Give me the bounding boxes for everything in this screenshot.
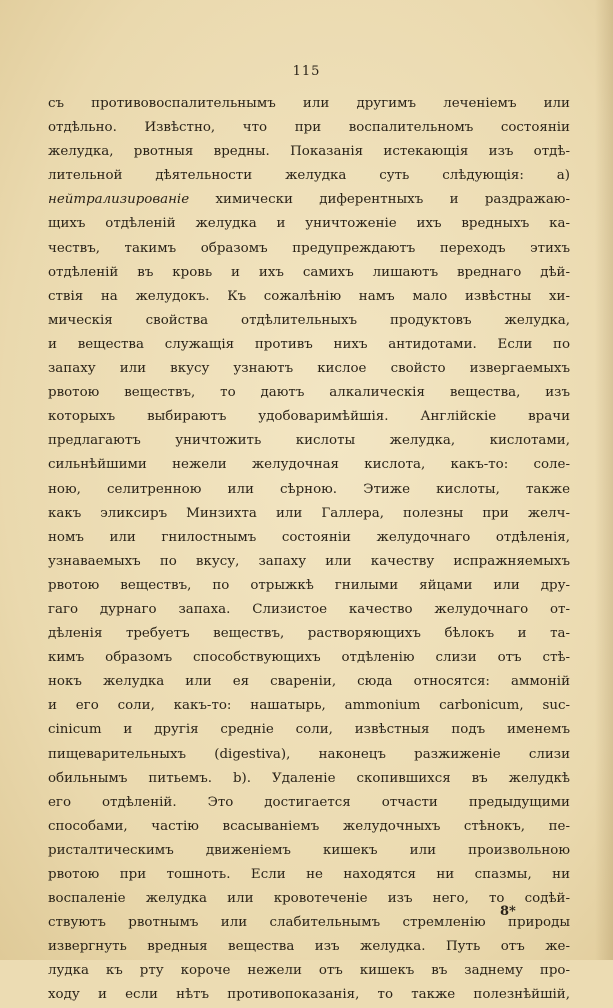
text-line: способами, частію всасываніемъ желудочныхъ стѣнокъ, пе-: [48, 818, 570, 834]
page-edge-shadow: [595, 0, 613, 960]
text-line: ходу и если нѣтъ противопоказанія, то также полезнѣйшій,: [48, 987, 570, 1003]
text-line: сильнѣйшими нежели желудочная кислота, какъ-то: соле-: [48, 457, 570, 473]
text-line: и вещества служащія противъ нихъ антидотами. Если по: [48, 336, 570, 352]
text-line: щихъ отдѣленій желудка и уничтоженіе ихъ вредныхъ ка-: [48, 216, 570, 232]
text-line: гаго дурнаго запаха. Слизистое качество желудочнаго от-: [48, 601, 570, 617]
text-line: нейтрализированіе химически диферентныхъ и раздражаю-: [48, 192, 570, 208]
text-line: съ противовоспалительнымъ или другимъ леченіемъ или: [48, 96, 570, 111]
text-line: ною, селитренною или сѣрною. Этиже кислоты, также: [48, 481, 570, 497]
text-line: запаху или вкусу узнаютъ кислое свойсто извергаемыхъ: [48, 361, 570, 377]
body-text: [48, 92, 570, 1008]
text-line: которыхъ выбираютъ удобоваримѣйшія. Англійскіе врачи: [48, 409, 570, 425]
text-line: пищеварительныхъ (digestiva), наконецъ разжиженіе слизи: [48, 746, 570, 762]
text-line: отдѣленій въ кровь и ихъ самихъ лишаютъ вреднаго дѣй-: [48, 264, 570, 280]
signature-mark: 8*: [500, 904, 516, 919]
text-line: узнаваемыхъ по вкусу, запаху или качеству испражняемыхъ: [48, 553, 570, 569]
text-line: обильнымъ питьемъ. b). Удаленіе скопившихся въ желудкѣ: [48, 770, 570, 786]
text-line: лудка къ рту короче нежели отъ кишекъ въ заднему про-: [48, 963, 570, 979]
text-line: предлагаютъ уничтожить кислоты желудка, кислотами,: [48, 433, 570, 449]
text-line: отдѣльно. Извѣстно, что при воспалительномъ состояніи: [48, 120, 570, 136]
text-line: чествъ, такимъ образомъ предупреждаютъ переходъ этихъ: [48, 240, 570, 256]
text-line: и его соли, какъ-то: нашатырь, ammonium carbonicum, suc-: [48, 698, 570, 714]
text-line: ствуютъ рвотнымъ или слабительнымъ стремленію природы: [48, 915, 570, 931]
text-line: его отдѣленій. Это достигается отчасти предыдущими: [48, 794, 570, 810]
text-line: рвотою при тошноть. Если не находятся ни спазмы, ни: [48, 867, 570, 882]
emphasized-term: нейтрализированіе: [48, 192, 190, 208]
text-line: рвотою веществъ, то даютъ алкалическія вещества, изъ: [48, 385, 570, 401]
text-line: воспаленіе желудка или кровотеченіе изъ него, то содѣй-: [48, 891, 570, 907]
text-line: извергнуть вредныя вещества изъ желудка. Путь отъ же-: [48, 939, 570, 955]
text-line: рвотою веществъ, по отрыжкѣ гнилыми яйцами или дру-: [48, 577, 570, 593]
text-line: лительной дѣятельности желудка суть слѣдующія: а): [48, 168, 570, 184]
text-line: номъ или гнилостнымъ состояніи желудочнаго отдѣленія,: [48, 529, 570, 545]
text-line: ствія на желудокъ. Къ сожалѣнію намъ мало извѣстны хи-: [48, 288, 570, 304]
text-line: дѣленія требуетъ веществъ, растворяющихъ бѣлокъ и та-: [48, 626, 570, 642]
text-line: желудка, рвотныя вредны. Показанія истекающія изъ отдѣ-: [48, 144, 570, 160]
text-line: ристалтическимъ движеніемъ кишекъ или произвольною: [48, 842, 570, 858]
text-line: какъ эликсиръ Минзихта или Галлера, полезны при желч-: [48, 505, 570, 521]
text-line: cinicum и другія средніе соли, извѣстныя подъ именемъ: [48, 722, 570, 738]
page-number: 115: [292, 64, 321, 79]
text-line: мическія свойства отдѣлительныхъ продуктовъ желудка,: [48, 312, 570, 328]
text-line: нокъ желудка или ея свареніи, сюда относятся: аммоній: [48, 674, 570, 690]
text-line: кимъ образомъ способствующихъ отдѣленію слизи отъ стѣ-: [48, 650, 570, 666]
